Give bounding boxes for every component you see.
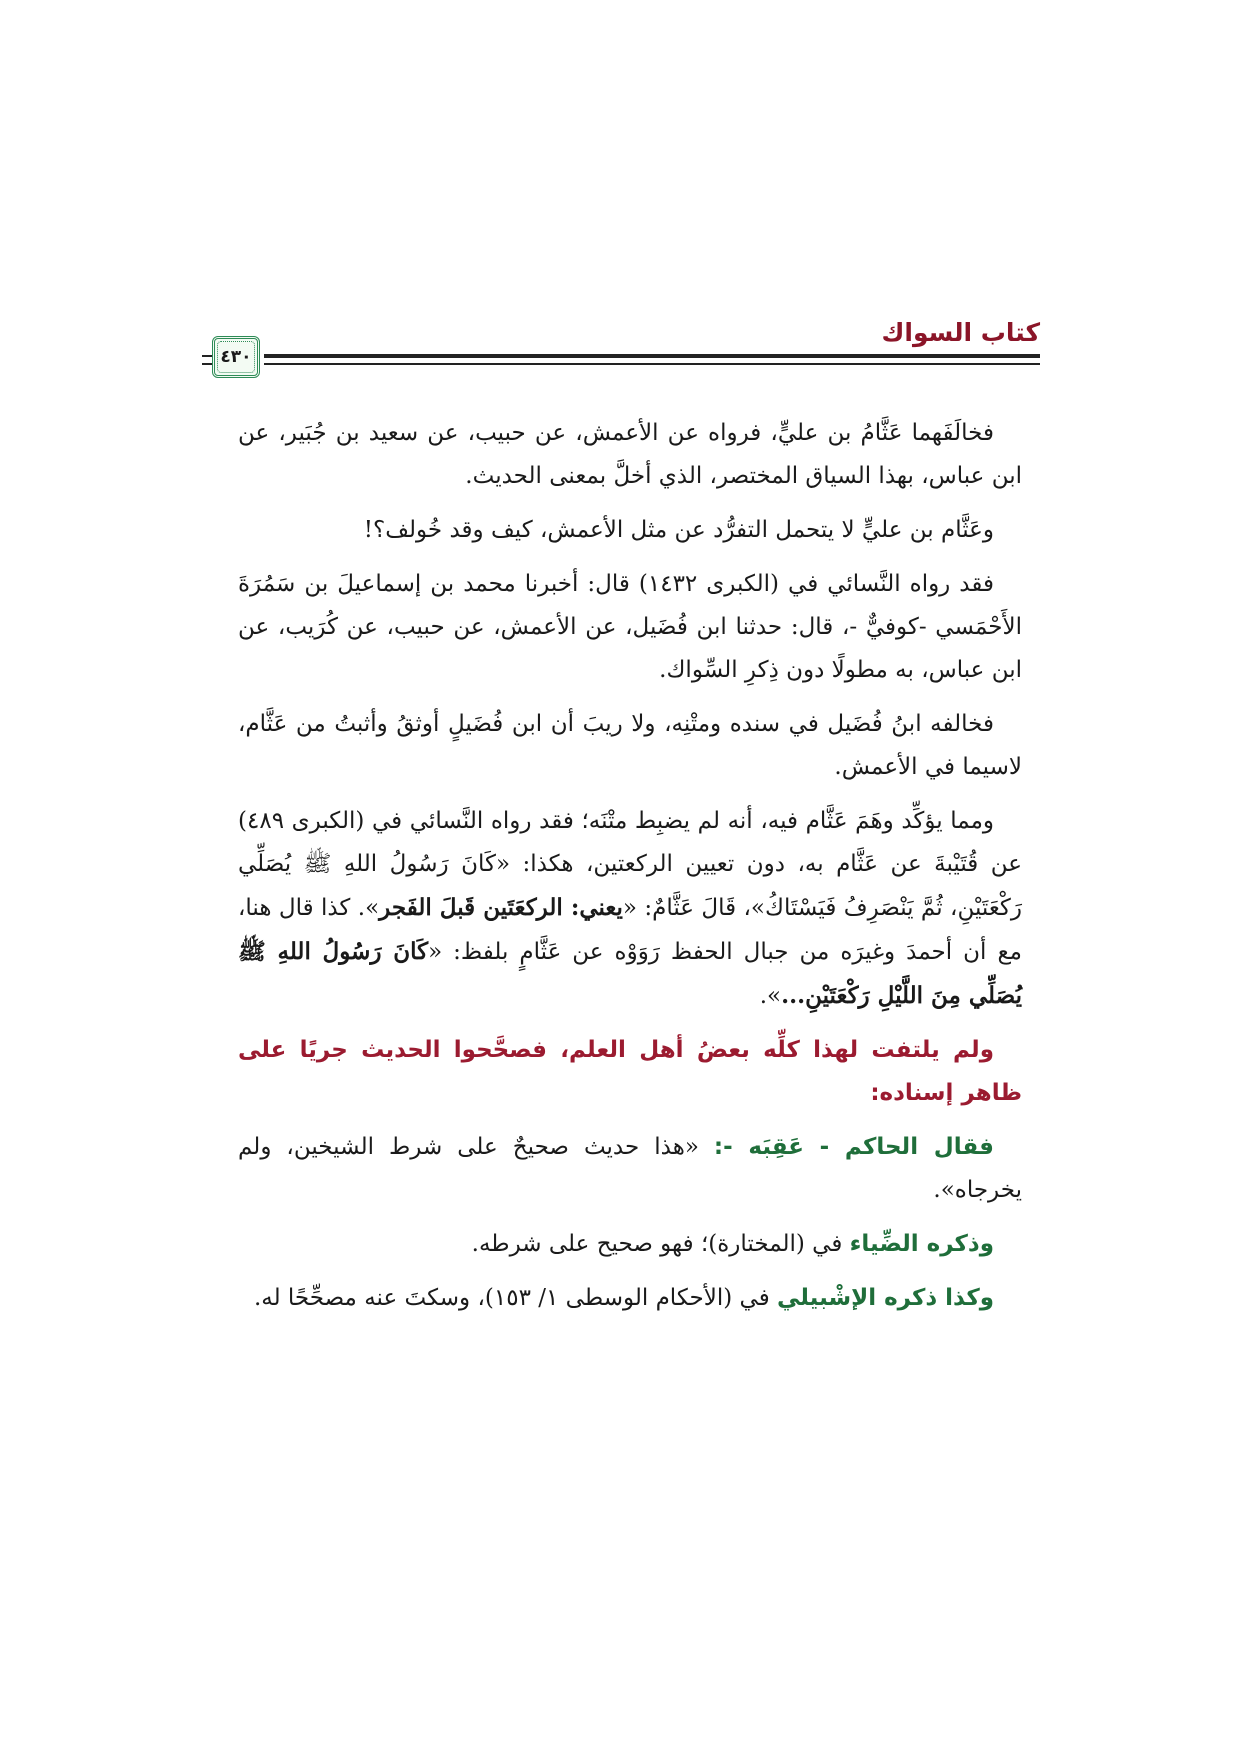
- paragraph-3: فقد رواه النَّسائي في (الكبرى ١٤٣٢) قال: أخبرنا محمد بن إسماعيلَ بن سَمُرَةَ الأَحْمَسي -كوفيٌّ -، قال: حدثنا ابن فُضَيل، عن الأعمش، عن حبيب، عن كُرَيب، عن ابن عباس، به مطولًا دون ذِكرِ السِّواك.: [238, 571, 1022, 683]
- paragraph-7-text: «هذا حديث صحيحٌ على شرط الشيخين، ولم يخرجاه».: [238, 1134, 1022, 1203]
- page-number: ٤٣٠: [220, 347, 252, 367]
- paragraph-5-text-c: ». كذا قال هنا، مع أن أحمدَ وغيرَه من جبال الحفظ رَوَوْه عن عَثَّامٍ بلفظ: «: [238, 895, 1023, 965]
- paragraph-4: فخالفه ابنُ فُضَيل في سنده ومتْنِه، ولا ريبَ أن ابن فُضَيلٍ أوثقُ وأثبتُ من عَثَّام، لاسيما في الأعمش.: [238, 711, 1022, 780]
- paragraph-5-text-e: ».: [759, 983, 782, 1009]
- paragraph-2: وعَثَّام بن عليٍّ لا يتحمل التفرُّد عن مثل الأعمش، كيف وقد خُولف؟!: [363, 517, 994, 543]
- paragraph-5-text-a: ومما يؤكِّد وهَمَ عَثَّام فيه، أنه لم يضبِط متْنَه؛ فقد رواه النَّسائي في (الكبرى ٤٨٩) عن قُتَيْبةَ عن عَثَّام به، دون تعيين الركعتين، هكذا: «كَانَ رَسُولُ اللهِ ﷺ يُصَلِّي رَكْعَتَيْنِ، ثُمَّ يَنْصَرِفُ فَيَسْتَاكُ»، قَالَ عَثَّامٌ: «: [238, 808, 1022, 921]
- paragraph-7: [238, 1126, 1022, 1212]
- paragraph-8-text: في (المختارة)؛ فهو صحيح على شرطه.: [471, 1231, 850, 1257]
- paragraph-7-label: فقال الحاكم - عَقِبَه -:: [713, 1134, 994, 1160]
- page-number-badge: [212, 336, 260, 378]
- paragraph-9: [238, 1277, 1022, 1320]
- book-title: كتاب السواك: [881, 318, 1040, 347]
- paragraph-1: فخالَفَهما عَثَّامُ بن عليٍّ، فرواه عن الأعمش، عن حبيب، عن سعيد بن جُبَير، عن ابن عباس، بهذا السياق المختصر، الذي أخلَّ بمعنى الحديث.: [238, 420, 1022, 489]
- paragraph-5: [238, 800, 1022, 1018]
- paragraph-6-heading: ولم يلتفت لهذا كلِّه بعضُ أهل العلم، فصحَّحوا الحديث جريًا على ظاهر إسناده:: [238, 1037, 1022, 1106]
- page-body: [238, 412, 1022, 1331]
- paragraph-9-text: في (الأحكام الوسطى ١/ ١٥٣)، وسكتَ عنه مصحِّحًا له.: [253, 1285, 778, 1311]
- paragraph-8: [238, 1223, 1022, 1266]
- header-rule-thin: [264, 363, 1040, 365]
- paragraph-9-label: وكذا ذكره الإشْبيلي: [777, 1285, 994, 1311]
- paragraph-8-label: وذكره الضِّياء: [849, 1231, 994, 1257]
- page-header: [212, 318, 1040, 390]
- paragraph-5-bold-d: كَانَ رَسُولُ اللهِ ﷺ يُصَلِّي مِنَ اللَّيْلِ رَكْعَتَيْنِ...: [238, 938, 1022, 1009]
- header-rule-thick: [264, 354, 1040, 358]
- paragraph-5-bold-a: يعني: الركعَتَين قَبلَ الفَجر: [379, 894, 623, 921]
